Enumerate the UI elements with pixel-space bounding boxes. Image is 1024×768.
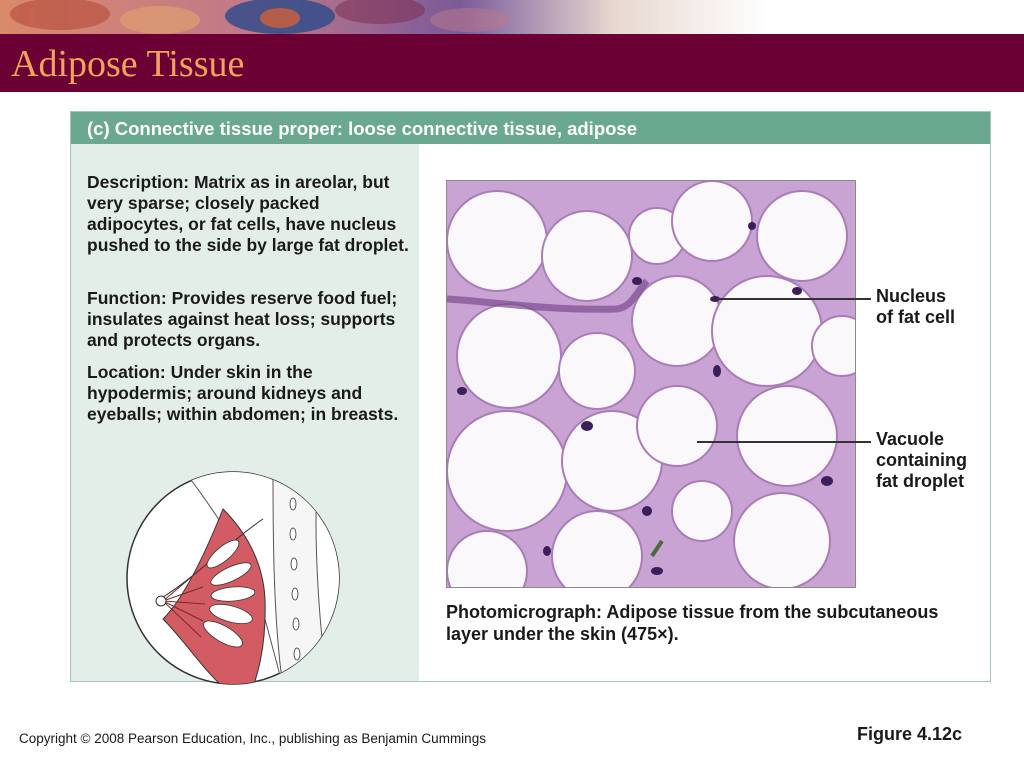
breast-anatomy-illustration: [123, 469, 343, 687]
nucleus-leader-line: [716, 298, 871, 300]
slide-title: Adipose Tissue: [11, 43, 245, 85]
panel-header-text: (c) Connective tissue proper: loose connective tissue, adipose: [87, 118, 638, 139]
location-text: Under skin in the hypodermis; around kidneys and eyeballs; within abdomen; in breasts.: [87, 362, 399, 424]
panel-header: [71, 112, 990, 144]
location-paragraph: [87, 362, 417, 425]
photomicrograph-caption: [446, 601, 946, 645]
info-column: [71, 144, 419, 681]
function-label: Function:: [87, 288, 167, 308]
description-label: Description:: [87, 172, 190, 192]
title-bar: [0, 34, 1024, 92]
banner-art: [0, 0, 1024, 34]
vacuole-callout: Vacuole containing fat droplet: [876, 429, 967, 491]
nucleus-callout: Nucleus of fat cell: [876, 286, 956, 327]
caption-label: Photomicrograph:: [446, 602, 602, 622]
caption-text: Adipose tissue from the subcutaneous layer under the skin (475×).: [446, 602, 939, 644]
description-paragraph: [87, 172, 417, 256]
figure-label: Figure 4.12c: [857, 724, 963, 744]
location-label: Location:: [87, 362, 166, 382]
description-text: Matrix as in areolar, but very sparse; closely packed adipocytes, or fat cells, have nucleus pushed to the side by large fat droplet.: [87, 172, 409, 255]
copyright-text: Copyright © 2008 Pearson Education, Inc., publishing as Benjamin Cummings: [19, 731, 486, 746]
vacuole-leader-line: [697, 441, 871, 443]
function-paragraph: [87, 288, 417, 351]
function-text: Provides reserve food fuel; insulates against heat loss; supports and protects organs.: [87, 288, 398, 350]
photomicrograph-image: [446, 180, 856, 588]
figure-panel: [70, 111, 991, 682]
